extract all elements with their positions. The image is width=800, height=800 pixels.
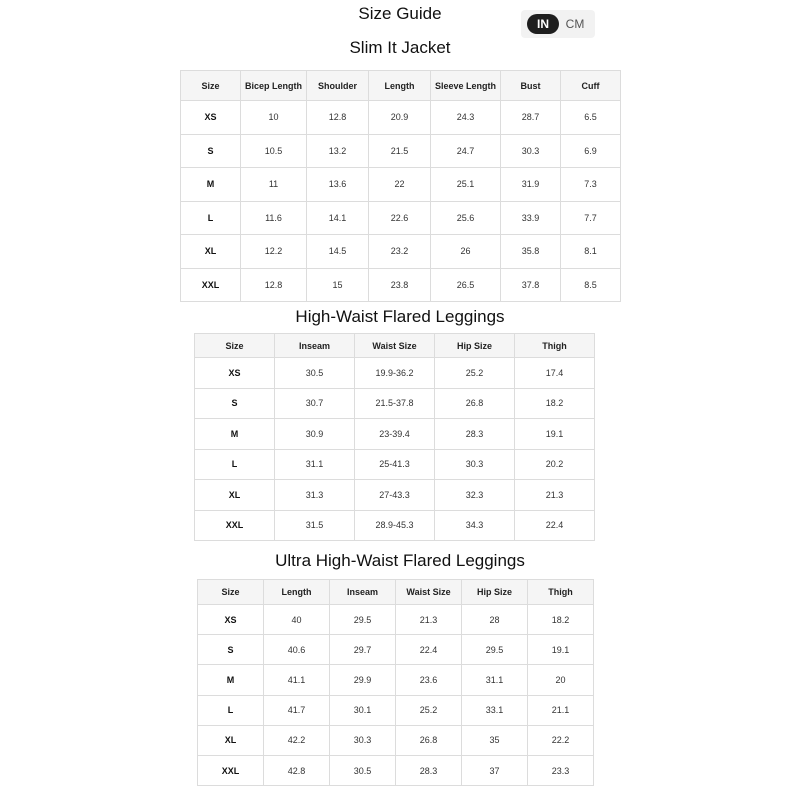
measurement-cell: 17.4 <box>515 358 595 389</box>
measurement-cell: 32.3 <box>435 480 515 511</box>
measurement-cell: 31.3 <box>275 480 355 511</box>
measurement-cell: 27-43.3 <box>355 480 435 511</box>
measurement-cell: 25.6 <box>431 201 501 235</box>
measurement-cell: 23.2 <box>369 235 431 269</box>
measurement-cell: 29.9 <box>330 665 396 695</box>
table-row <box>198 725 594 755</box>
measurement-cell: 37 <box>462 755 528 785</box>
measurement-cell: 29.5 <box>330 605 396 635</box>
measurement-cell: 31.5 <box>275 510 355 541</box>
measurement-cell: 11.6 <box>241 201 307 235</box>
measurement-cell: 21.3 <box>515 480 595 511</box>
column-header: Sleeve Length <box>431 71 501 101</box>
measurement-cell: 24.7 <box>431 134 501 168</box>
size-cell: M <box>198 665 264 695</box>
size-cell: S <box>195 388 275 419</box>
column-header: Inseam <box>330 580 396 605</box>
measurement-cell: 30.5 <box>330 755 396 785</box>
size-cell: M <box>195 419 275 450</box>
measurement-cell: 18.2 <box>515 388 595 419</box>
column-header: Length <box>264 580 330 605</box>
measurement-cell: 25.2 <box>396 695 462 725</box>
measurement-cell: 30.5 <box>275 358 355 389</box>
measurement-cell: 13.6 <box>307 168 369 202</box>
measurement-cell: 23.6 <box>396 665 462 695</box>
measurement-cell: 20.9 <box>369 101 431 135</box>
measurement-cell: 30.1 <box>330 695 396 725</box>
measurement-cell: 22 <box>369 168 431 202</box>
measurement-cell: 31.1 <box>462 665 528 695</box>
measurement-cell: 19.1 <box>528 635 594 665</box>
table-row <box>198 605 594 635</box>
measurement-cell: 40.6 <box>264 635 330 665</box>
measurement-cell: 21.3 <box>396 605 462 635</box>
table-row <box>181 235 621 269</box>
measurement-cell: 23.3 <box>528 755 594 785</box>
unit-cm-button[interactable]: CM <box>565 17 585 31</box>
high-waist-leggings-size-table <box>194 333 595 541</box>
measurement-cell: 26.5 <box>431 268 501 302</box>
high-waist-leggings-table-title: High-Waist Flared Leggings <box>295 307 505 326</box>
table-header-row <box>181 71 621 101</box>
column-header: Size <box>195 334 275 358</box>
measurement-cell: 37.8 <box>501 268 561 302</box>
table-row <box>198 635 594 665</box>
size-cell: L <box>181 201 241 235</box>
column-header: Size <box>181 71 241 101</box>
column-header: Bust <box>501 71 561 101</box>
table-row <box>181 168 621 202</box>
measurement-cell: 7.3 <box>561 168 621 202</box>
table-row <box>195 480 595 511</box>
column-header: Thigh <box>528 580 594 605</box>
measurement-cell: 29.7 <box>330 635 396 665</box>
measurement-cell: 29.5 <box>462 635 528 665</box>
size-cell: XS <box>195 358 275 389</box>
measurement-cell: 21.1 <box>528 695 594 725</box>
column-header: Waist Size <box>396 580 462 605</box>
measurement-cell: 22.6 <box>369 201 431 235</box>
page-title: Size Guide <box>358 4 442 23</box>
measurement-cell: 42.8 <box>264 755 330 785</box>
measurement-cell: 30.3 <box>330 725 396 755</box>
measurement-cell: 26.8 <box>396 725 462 755</box>
column-header: Size <box>198 580 264 605</box>
size-cell: XL <box>181 235 241 269</box>
measurement-cell: 33.9 <box>501 201 561 235</box>
column-header: Waist Size <box>355 334 435 358</box>
size-cell: XXL <box>198 755 264 785</box>
column-header: Shoulder <box>307 71 369 101</box>
measurement-cell: 12.8 <box>241 268 307 302</box>
measurement-cell: 28 <box>462 605 528 635</box>
size-cell: XL <box>198 725 264 755</box>
measurement-cell: 19.1 <box>515 419 595 450</box>
measurement-cell: 25.2 <box>435 358 515 389</box>
measurement-cell: 35 <box>462 725 528 755</box>
size-cell: L <box>198 695 264 725</box>
measurement-cell: 23.8 <box>369 268 431 302</box>
measurement-cell: 33.1 <box>462 695 528 725</box>
measurement-cell: 31.9 <box>501 168 561 202</box>
column-header: Length <box>369 71 431 101</box>
measurement-cell: 7.7 <box>561 201 621 235</box>
table-row <box>181 101 621 135</box>
ultra-high-waist-leggings-table-title: Ultra High-Waist Flared Leggings <box>275 551 525 570</box>
size-cell: XL <box>195 480 275 511</box>
size-cell: M <box>181 168 241 202</box>
measurement-cell: 25-41.3 <box>355 449 435 480</box>
table-row <box>181 134 621 168</box>
table-header-row <box>195 334 595 358</box>
measurement-cell: 12.2 <box>241 235 307 269</box>
measurement-cell: 15 <box>307 268 369 302</box>
measurement-cell: 41.1 <box>264 665 330 695</box>
measurement-cell: 8.1 <box>561 235 621 269</box>
table-row <box>195 358 595 389</box>
measurement-cell: 24.3 <box>431 101 501 135</box>
size-cell: S <box>181 134 241 168</box>
measurement-cell: 6.5 <box>561 101 621 135</box>
measurement-cell: 30.3 <box>501 134 561 168</box>
table-row <box>198 755 594 785</box>
measurement-cell: 21.5 <box>369 134 431 168</box>
unit-in-button[interactable]: IN <box>527 14 559 34</box>
measurement-cell: 14.1 <box>307 201 369 235</box>
measurement-cell: 28.3 <box>396 755 462 785</box>
measurement-cell: 26 <box>431 235 501 269</box>
measurement-cell: 21.5-37.8 <box>355 388 435 419</box>
measurement-cell: 23-39.4 <box>355 419 435 450</box>
measurement-cell: 22.2 <box>528 725 594 755</box>
measurement-cell: 28.7 <box>501 101 561 135</box>
column-header: Thigh <box>515 334 595 358</box>
table-row <box>195 388 595 419</box>
measurement-cell: 12.8 <box>307 101 369 135</box>
measurement-cell: 30.9 <box>275 419 355 450</box>
column-header: Inseam <box>275 334 355 358</box>
measurement-cell: 10.5 <box>241 134 307 168</box>
measurement-cell: 20.2 <box>515 449 595 480</box>
column-header: Cuff <box>561 71 621 101</box>
measurement-cell: 22.4 <box>396 635 462 665</box>
measurement-cell: 40 <box>264 605 330 635</box>
unit-toggle[interactable] <box>521 10 595 38</box>
column-header: Hip Size <box>462 580 528 605</box>
size-cell: XS <box>198 605 264 635</box>
size-cell: L <box>195 449 275 480</box>
measurement-cell: 28.3 <box>435 419 515 450</box>
measurement-cell: 22.4 <box>515 510 595 541</box>
measurement-cell: 14.5 <box>307 235 369 269</box>
column-header: Bicep Length <box>241 71 307 101</box>
table-row <box>195 510 595 541</box>
ultra-high-waist-leggings-size-table <box>197 579 594 786</box>
size-cell: XXL <box>181 268 241 302</box>
measurement-cell: 19.9-36.2 <box>355 358 435 389</box>
measurement-cell: 35.8 <box>501 235 561 269</box>
measurement-cell: 13.2 <box>307 134 369 168</box>
measurement-cell: 18.2 <box>528 605 594 635</box>
size-cell: XXL <box>195 510 275 541</box>
measurement-cell: 31.1 <box>275 449 355 480</box>
measurement-cell: 6.9 <box>561 134 621 168</box>
measurement-cell: 41.7 <box>264 695 330 725</box>
measurement-cell: 8.5 <box>561 268 621 302</box>
measurement-cell: 25.1 <box>431 168 501 202</box>
jacket-size-table <box>180 70 621 302</box>
measurement-cell: 11 <box>241 168 307 202</box>
size-cell: S <box>198 635 264 665</box>
table-row <box>195 419 595 450</box>
table-row <box>181 268 621 302</box>
measurement-cell: 26.8 <box>435 388 515 419</box>
table-row <box>181 201 621 235</box>
table-row <box>198 665 594 695</box>
measurement-cell: 20 <box>528 665 594 695</box>
table-row <box>195 449 595 480</box>
column-header: Hip Size <box>435 334 515 358</box>
measurement-cell: 10 <box>241 101 307 135</box>
measurement-cell: 30.3 <box>435 449 515 480</box>
jacket-table-title: Slim It Jacket <box>349 38 451 57</box>
measurement-cell: 42.2 <box>264 725 330 755</box>
measurement-cell: 28.9-45.3 <box>355 510 435 541</box>
measurement-cell: 30.7 <box>275 388 355 419</box>
measurement-cell: 34.3 <box>435 510 515 541</box>
size-cell: XS <box>181 101 241 135</box>
table-header-row <box>198 580 594 605</box>
table-row <box>198 695 594 725</box>
